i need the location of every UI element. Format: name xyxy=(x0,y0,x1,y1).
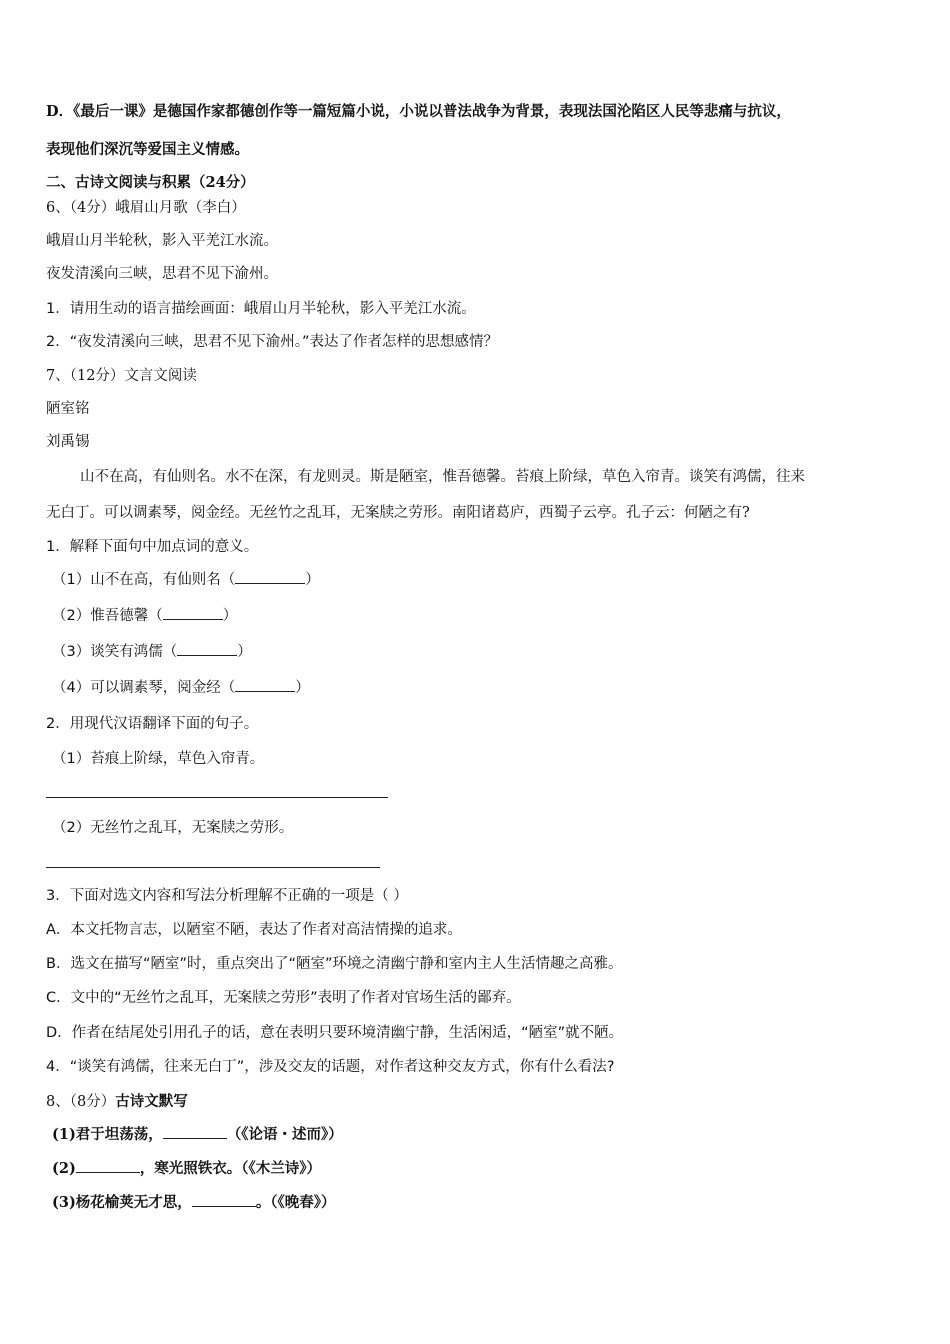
q7-passage-line-2: 无白丁。可以调素琴，阅金经。无丝竹之乱耳，无案牍之劳形。南阳诸葛庐，西蜀子云亭。孔子云：何陋之有? xyxy=(46,505,750,521)
answer-blank[interactable] xyxy=(163,619,223,620)
q8-title: 8、（8分）古诗文默写 xyxy=(46,1093,188,1110)
option-d-line-2: 表现他们深沉等爱国主义情感。 xyxy=(46,141,249,158)
q8-item-1: (1)君于坦荡荡， （《论语・述而》） xyxy=(52,1126,343,1143)
part2-heading: 二、古诗文阅读与积累（24分） xyxy=(46,174,255,191)
q7-passage-line-1: 山不在高，有仙则名。水不在深，有龙则灵。斯是陋室，惟吾德馨。苔痕上阶绿，草色入帘青。谈笑有鸿儒，往来 xyxy=(80,469,805,485)
answer-blank[interactable] xyxy=(177,655,237,656)
q8-item-3: (3)杨花榆荚无才思， 。（《晚春》） xyxy=(52,1194,336,1211)
answer-blank[interactable] xyxy=(235,691,295,692)
q6-sub-2: 2．“夜发清溪向三峡，思君不见下渝州。”表达了作者怎样的思想感情？ xyxy=(46,334,498,350)
q7-option-b: B．选文在描写“陋室”时，重点突出了“陋室”环境之清幽宁静和室内主人生活情趣之高雅。 xyxy=(46,956,623,972)
option-d-line-1: D．《最后一课》是德国作家都德创作等一篇短篇小说，小说以普法战争为背景，表现法国沦陷区人民等悲痛与抗议， xyxy=(46,103,791,120)
answer-line-2[interactable] xyxy=(46,867,380,868)
q7-option-d: D．作者在结尾处引用孔子的话，意在表明只要环境清幽宁静，生活闲适，“陋室”就不陋。 xyxy=(46,1025,624,1041)
q7-sub1-item-4: （4）可以调素琴，阅金经（ ） xyxy=(52,680,310,696)
q7-text-title: 陋室铭 xyxy=(46,401,90,417)
answer-blank[interactable] xyxy=(76,1172,140,1173)
q7-sub1-item-2: （2）惟吾德馨（ ） xyxy=(52,608,238,624)
q8-item-2: (2) ，寒光照铁衣。（《木兰诗》） xyxy=(52,1160,322,1177)
q7-title: 7、（12分）文言文阅读 xyxy=(46,368,197,384)
q7-sub1-item-3: （3）谈笑有鸿儒（ ） xyxy=(52,644,252,660)
q7-option-a: A．本文托物言志，以陋室不陋，表达了作者对高洁情操的追求。 xyxy=(46,922,462,938)
dotted-word: 鸿儒 xyxy=(133,644,163,660)
q6-title: 6、（4分）峨眉山月歌（李白） xyxy=(46,200,246,216)
answer-blank[interactable] xyxy=(192,1206,256,1207)
q6-poem-line-1: 峨眉山月半轮秋，影入平羌江水流。 xyxy=(46,233,278,249)
dotted-word: 素 xyxy=(133,680,149,696)
answer-blank[interactable] xyxy=(235,583,305,584)
q7-sub-1: 1．解释下面句中加点词的意义。 xyxy=(46,539,259,555)
q7-sub2-item-1: （1）苔痕上阶绿，草色入帘青。 xyxy=(52,751,265,767)
q7-author: 刘禹锡 xyxy=(46,434,90,450)
q7-sub-3: 3．下面对选文内容和写法分析理解不正确的一项是（ ） xyxy=(46,888,408,904)
q7-sub-2: 2．用现代汉语翻译下面的句子。 xyxy=(46,716,259,732)
answer-line-1[interactable] xyxy=(46,797,388,798)
q6-sub-1: 1．请用生动的语言描绘画面：峨眉山月半轮秋，影入平羌江水流。 xyxy=(46,301,476,317)
q7-sub-4: 4．“谈笑有鸿儒，往来无白丁”，涉及交友的话题，对作者这种交友方式，你有什么看法? xyxy=(46,1059,615,1075)
q6-poem-line-2: 夜发清溪向三峡，思君不见下渝州。 xyxy=(46,266,278,282)
dotted-word: 名 xyxy=(206,572,221,588)
q7-sub2-item-2: （2）无丝竹之乱耳，无案牍之劳形。 xyxy=(52,820,294,836)
answer-blank[interactable] xyxy=(163,1138,227,1139)
q7-sub1-item-1: （1）山不在高，有仙则名（ ） xyxy=(52,572,320,588)
q7-option-c: C．文中的“无丝竹之乱耳，无案牍之劳形”表明了作者对官场生活的鄙弃。 xyxy=(46,990,521,1006)
dotted-word: 馨 xyxy=(133,608,149,624)
